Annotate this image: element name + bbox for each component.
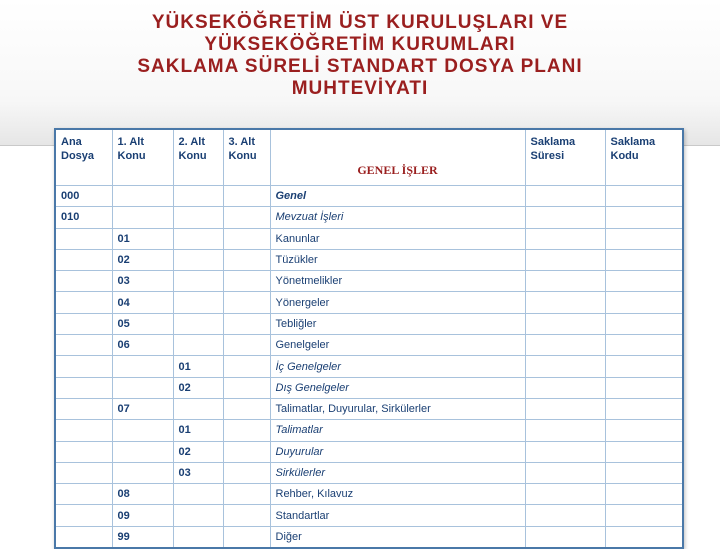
cell-saklama-kodu: [605, 356, 683, 377]
cell-saklama-suresi: [525, 398, 605, 419]
table-row: [55, 484, 683, 505]
header-saklama-suresi: Saklama Süresi: [525, 129, 605, 186]
cell-alt-konu-1: [112, 356, 173, 377]
table-row: [55, 356, 683, 377]
cell-alt-konu-1: [112, 441, 173, 462]
cell-saklama-kodu: [605, 292, 683, 313]
cell-description: Duyurular: [270, 441, 525, 462]
header-alt-konu-3: 3. Alt Konu: [223, 129, 270, 186]
cell-description: Standartlar: [270, 505, 525, 526]
header-ana-dosya: Ana Dosya: [55, 129, 112, 186]
title-line-2: YÜKSEKÖĞRETİM KURUMLARI: [204, 34, 516, 55]
cell-description: Kanunlar: [270, 228, 525, 249]
cell-saklama-suresi: [525, 441, 605, 462]
cell-alt-konu-3: [223, 398, 270, 419]
cell-alt-konu-3: [223, 335, 270, 356]
cell-alt-konu-2: [173, 526, 223, 547]
cell-description: Yönergeler: [270, 292, 525, 313]
cell-saklama-kodu: [605, 186, 683, 207]
table-body: [55, 186, 683, 548]
table-row: [55, 228, 683, 249]
table-row: [55, 377, 683, 398]
table-row: [55, 398, 683, 419]
table-row: [55, 249, 683, 270]
cell-description: Sirkülerler: [270, 462, 525, 483]
cell-alt-konu-1: 05: [112, 313, 173, 334]
cell-ana-dosya: [55, 228, 112, 249]
cell-description: Tebliğler: [270, 313, 525, 334]
header-alt-konu-1: 1. Alt Konu: [112, 129, 173, 186]
cell-alt-konu-2: [173, 249, 223, 270]
cell-alt-konu-3: [223, 377, 270, 398]
cell-saklama-kodu: [605, 249, 683, 270]
table-row: [55, 207, 683, 228]
cell-saklama-kodu: [605, 207, 683, 228]
cell-ana-dosya: [55, 313, 112, 334]
cell-saklama-suresi: [525, 505, 605, 526]
cell-description: İç Genelgeler: [270, 356, 525, 377]
cell-saklama-suresi: [525, 484, 605, 505]
cell-alt-konu-1: 03: [112, 271, 173, 292]
cell-saklama-suresi: [525, 462, 605, 483]
cell-saklama-kodu: [605, 271, 683, 292]
cell-saklama-suresi: [525, 271, 605, 292]
cell-alt-konu-2: 02: [173, 441, 223, 462]
cell-saklama-suresi: [525, 335, 605, 356]
cell-alt-konu-2: [173, 271, 223, 292]
cell-alt-konu-1: 02: [112, 249, 173, 270]
cell-saklama-suresi: [525, 356, 605, 377]
cell-saklama-kodu: [605, 484, 683, 505]
cell-ana-dosya: [55, 271, 112, 292]
cell-alt-konu-2: [173, 484, 223, 505]
cell-saklama-kodu: [605, 441, 683, 462]
header-saklama-kodu: Saklama Kodu: [605, 129, 683, 186]
cell-description: Talimatlar: [270, 420, 525, 441]
cell-alt-konu-3: [223, 313, 270, 334]
cell-alt-konu-3: [223, 356, 270, 377]
cell-alt-konu-1: 07: [112, 398, 173, 419]
cell-saklama-suresi: [525, 292, 605, 313]
cell-ana-dosya: [55, 377, 112, 398]
cell-ana-dosya: 010: [55, 207, 112, 228]
header-genel-isler: GENEL İŞLER: [270, 129, 525, 186]
cell-alt-konu-2: 03: [173, 462, 223, 483]
cell-alt-konu-3: [223, 292, 270, 313]
table-row: [55, 420, 683, 441]
cell-description: Mevzuat İşleri: [270, 207, 525, 228]
cell-description: Yönetmelikler: [270, 271, 525, 292]
header-alt-konu-2: 2. Alt Konu: [173, 129, 223, 186]
cell-description: Tüzükler: [270, 249, 525, 270]
table-row: [55, 271, 683, 292]
cell-description: Genelgeler: [270, 335, 525, 356]
cell-saklama-suresi: [525, 420, 605, 441]
file-plan-table: [54, 128, 684, 549]
table-row: [55, 505, 683, 526]
cell-alt-konu-3: [223, 186, 270, 207]
title-line-4: MUHTEVİYATI: [291, 78, 429, 99]
cell-description: Rehber, Kılavuz: [270, 484, 525, 505]
cell-alt-konu-1: [112, 420, 173, 441]
cell-ana-dosya: [55, 249, 112, 270]
cell-alt-konu-1: 09: [112, 505, 173, 526]
cell-alt-konu-1: 06: [112, 335, 173, 356]
cell-alt-konu-2: 01: [173, 356, 223, 377]
cell-alt-konu-3: [223, 420, 270, 441]
cell-saklama-kodu: [605, 526, 683, 547]
cell-saklama-kodu: [605, 313, 683, 334]
cell-ana-dosya: [55, 505, 112, 526]
cell-alt-konu-1: 08: [112, 484, 173, 505]
cell-alt-konu-2: [173, 207, 223, 228]
cell-description: Talimatlar, Duyurular, Sirkülerler: [270, 398, 525, 419]
cell-alt-konu-3: [223, 271, 270, 292]
cell-saklama-suresi: [525, 313, 605, 334]
cell-ana-dosya: [55, 398, 112, 419]
cell-saklama-suresi: [525, 207, 605, 228]
cell-alt-konu-2: [173, 186, 223, 207]
cell-saklama-suresi: [525, 526, 605, 547]
table-header-row: [55, 129, 683, 186]
table-row: [55, 186, 683, 207]
table-row: [55, 526, 683, 547]
cell-alt-konu-1: [112, 462, 173, 483]
cell-alt-konu-1: 01: [112, 228, 173, 249]
cell-description: Diğer: [270, 526, 525, 547]
cell-saklama-kodu: [605, 335, 683, 356]
cell-alt-konu-2: [173, 335, 223, 356]
cell-alt-konu-2: [173, 505, 223, 526]
cell-alt-konu-3: [223, 484, 270, 505]
cell-ana-dosya: [55, 484, 112, 505]
cell-saklama-kodu: [605, 505, 683, 526]
table-row: [55, 335, 683, 356]
cell-alt-konu-3: [223, 228, 270, 249]
cell-saklama-kodu: [605, 462, 683, 483]
cell-alt-konu-1: [112, 377, 173, 398]
cell-alt-konu-1: 04: [112, 292, 173, 313]
cell-alt-konu-2: 01: [173, 420, 223, 441]
cell-alt-konu-1: [112, 207, 173, 228]
cell-ana-dosya: 000: [55, 186, 112, 207]
cell-alt-konu-3: [223, 441, 270, 462]
title-line-1: YÜKSEKÖĞRETİM ÜST KURULUŞLARI VE: [151, 12, 569, 33]
cell-saklama-suresi: [525, 377, 605, 398]
cell-alt-konu-2: [173, 398, 223, 419]
cell-saklama-suresi: [525, 228, 605, 249]
table-row: [55, 313, 683, 334]
cell-ana-dosya: [55, 420, 112, 441]
cell-ana-dosya: [55, 335, 112, 356]
cell-ana-dosya: [55, 462, 112, 483]
cell-alt-konu-3: [223, 249, 270, 270]
cell-ana-dosya: [55, 356, 112, 377]
cell-ana-dosya: [55, 441, 112, 462]
cell-alt-konu-2: [173, 228, 223, 249]
cell-alt-konu-3: [223, 505, 270, 526]
cell-alt-konu-3: [223, 526, 270, 547]
title-line-3: SAKLAMA SÜRELİ STANDART DOSYA PLANI: [137, 56, 583, 77]
cell-saklama-kodu: [605, 420, 683, 441]
cell-alt-konu-1: 99: [112, 526, 173, 547]
table-row: [55, 292, 683, 313]
cell-alt-konu-1: [112, 186, 173, 207]
cell-alt-konu-2: [173, 313, 223, 334]
cell-saklama-suresi: [525, 186, 605, 207]
cell-alt-konu-3: [223, 462, 270, 483]
cell-saklama-kodu: [605, 398, 683, 419]
cell-alt-konu-3: [223, 207, 270, 228]
cell-alt-konu-2: 02: [173, 377, 223, 398]
cell-saklama-kodu: [605, 228, 683, 249]
table-row: [55, 462, 683, 483]
cell-alt-konu-2: [173, 292, 223, 313]
cell-ana-dosya: [55, 526, 112, 547]
cell-saklama-suresi: [525, 249, 605, 270]
cell-description: Genel: [270, 186, 525, 207]
cell-ana-dosya: [55, 292, 112, 313]
cell-description: Dış Genelgeler: [270, 377, 525, 398]
page-title: [0, 12, 720, 100]
cell-saklama-kodu: [605, 377, 683, 398]
table-row: [55, 441, 683, 462]
